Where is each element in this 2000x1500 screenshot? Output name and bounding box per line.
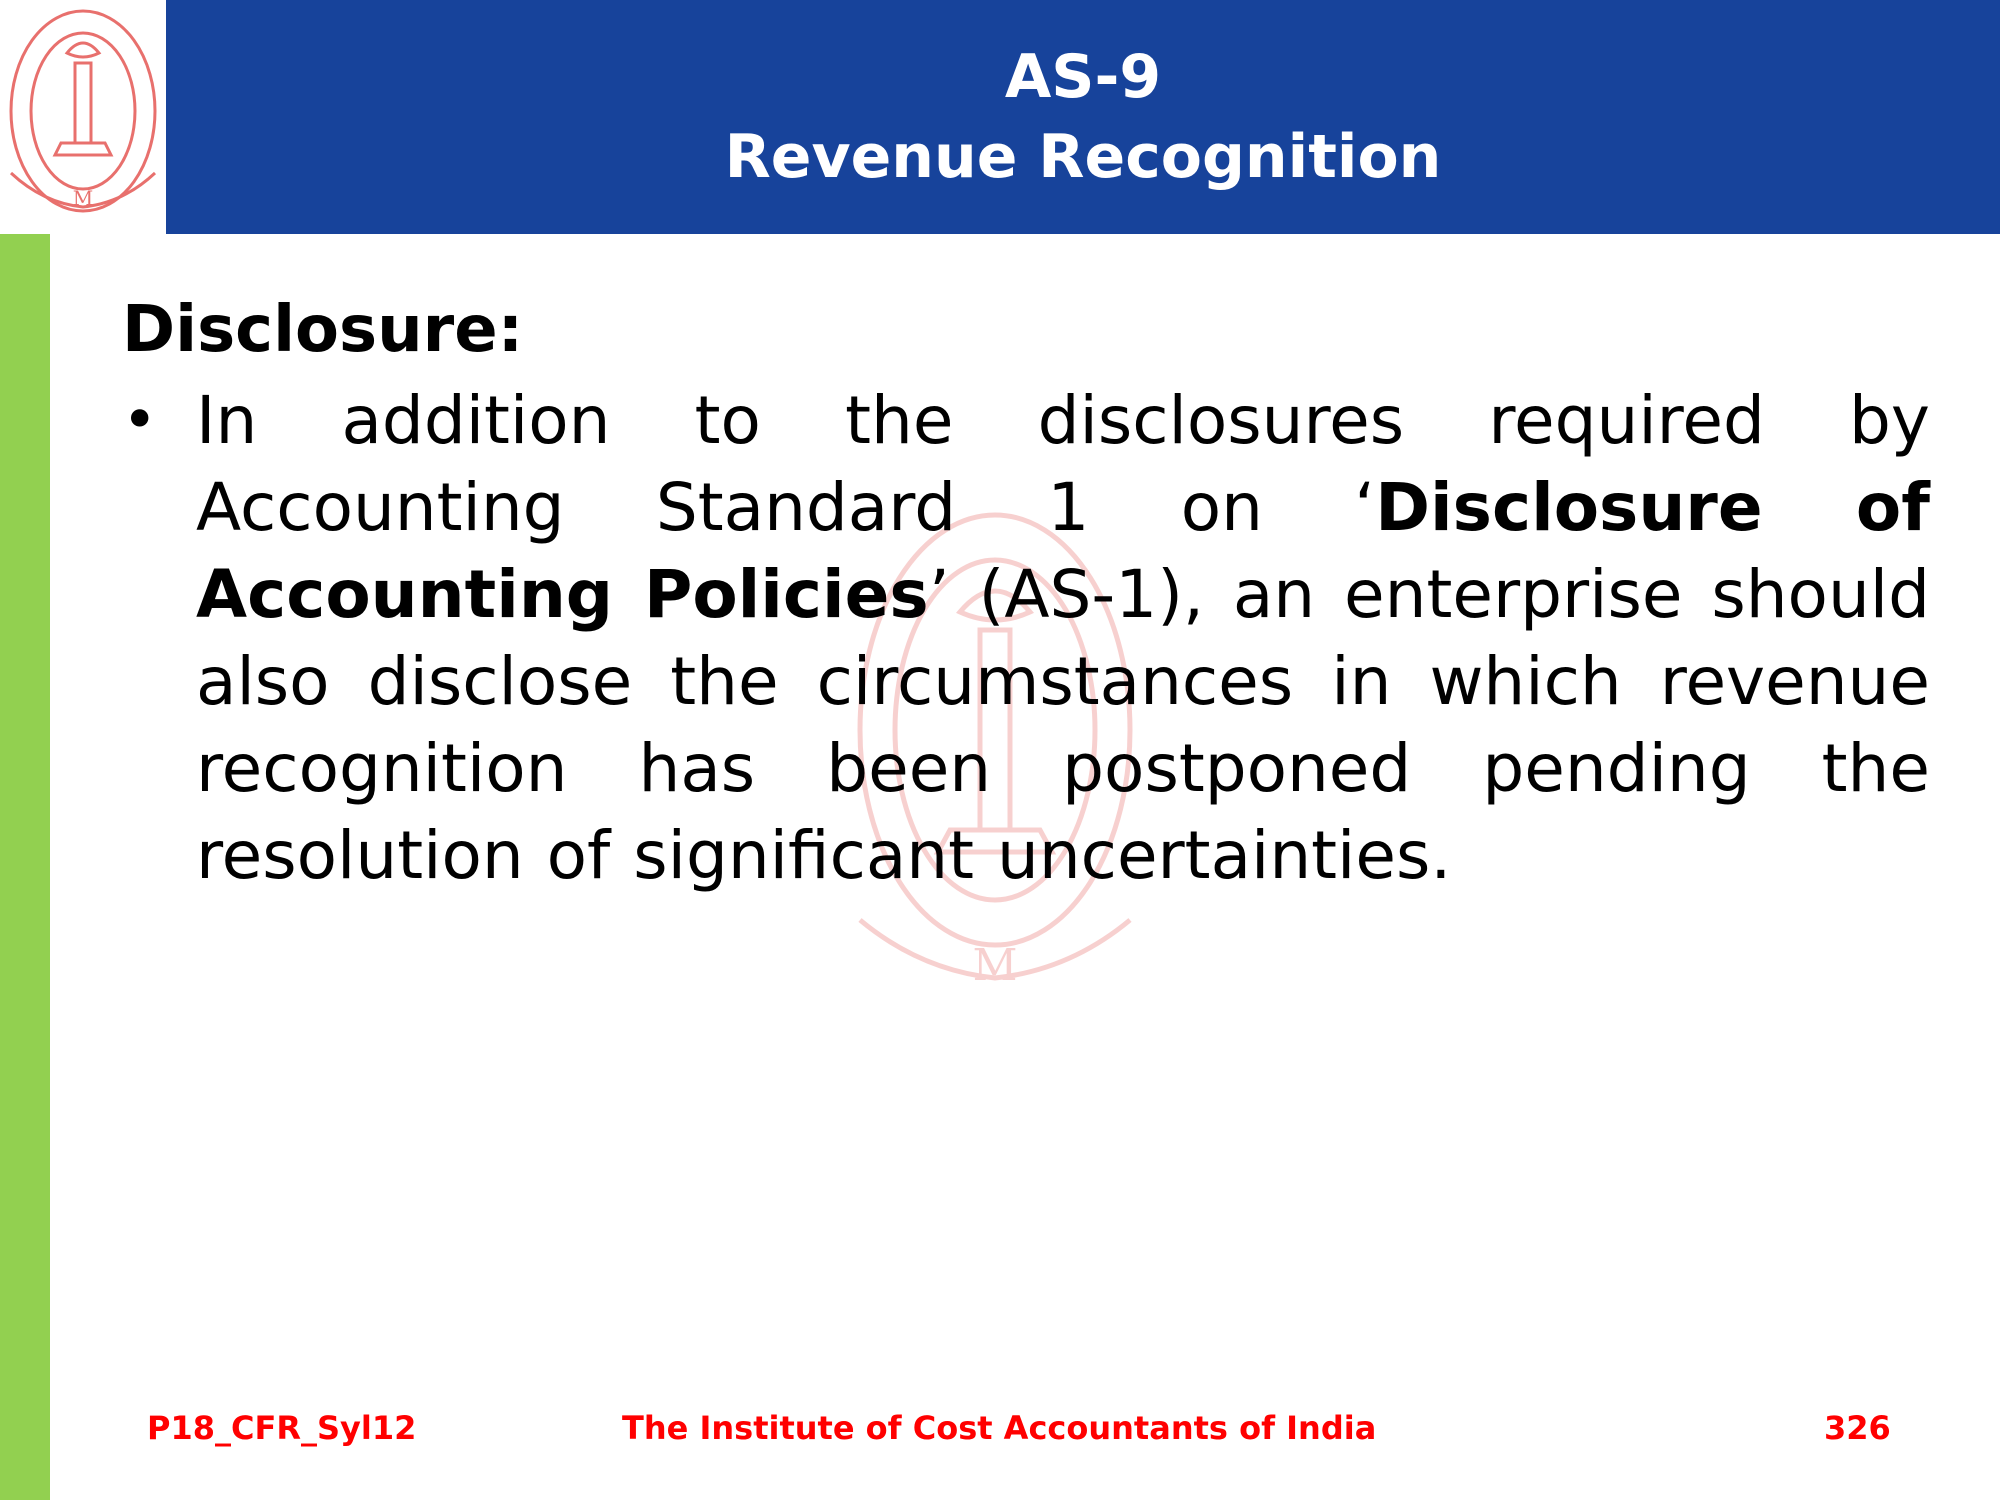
svg-text:M: M bbox=[972, 940, 1018, 991]
bullet-text bbox=[196, 377, 1930, 899]
title-line-1: AS-9 bbox=[1004, 42, 1162, 112]
bullet-text-bold: Disclosure of Accounting Policies bbox=[196, 469, 1930, 633]
bullet-text-part-1: In addition to the disclosures required by Accounting Standard 1 on ‘ bbox=[196, 382, 1930, 546]
footer-code: P18_CFR_Syl12 bbox=[147, 1409, 417, 1447]
svg-text:M: M bbox=[72, 186, 94, 210]
bullet-item bbox=[122, 377, 1930, 899]
footer-page-number: 326 bbox=[1824, 1409, 1891, 1447]
title-line-2: Revenue Recognition bbox=[724, 122, 1442, 192]
slide-title bbox=[166, 0, 2000, 234]
bullet-icon: • bbox=[122, 385, 158, 455]
side-accent-bar bbox=[0, 234, 50, 1500]
section-heading: Disclosure: bbox=[122, 293, 524, 367]
footer-institute: The Institute of Cost Accountants of India bbox=[622, 1409, 1377, 1447]
institute-seal-icon bbox=[3, 3, 163, 231]
slide-content bbox=[122, 285, 1930, 899]
bullet-text-part-2: ’ (AS-1), an enterprise should also disclose the circumstances in which revenue recognition has been postponed pending the resolution of significant uncertainties. bbox=[196, 556, 1930, 894]
institute-logo bbox=[0, 0, 166, 234]
